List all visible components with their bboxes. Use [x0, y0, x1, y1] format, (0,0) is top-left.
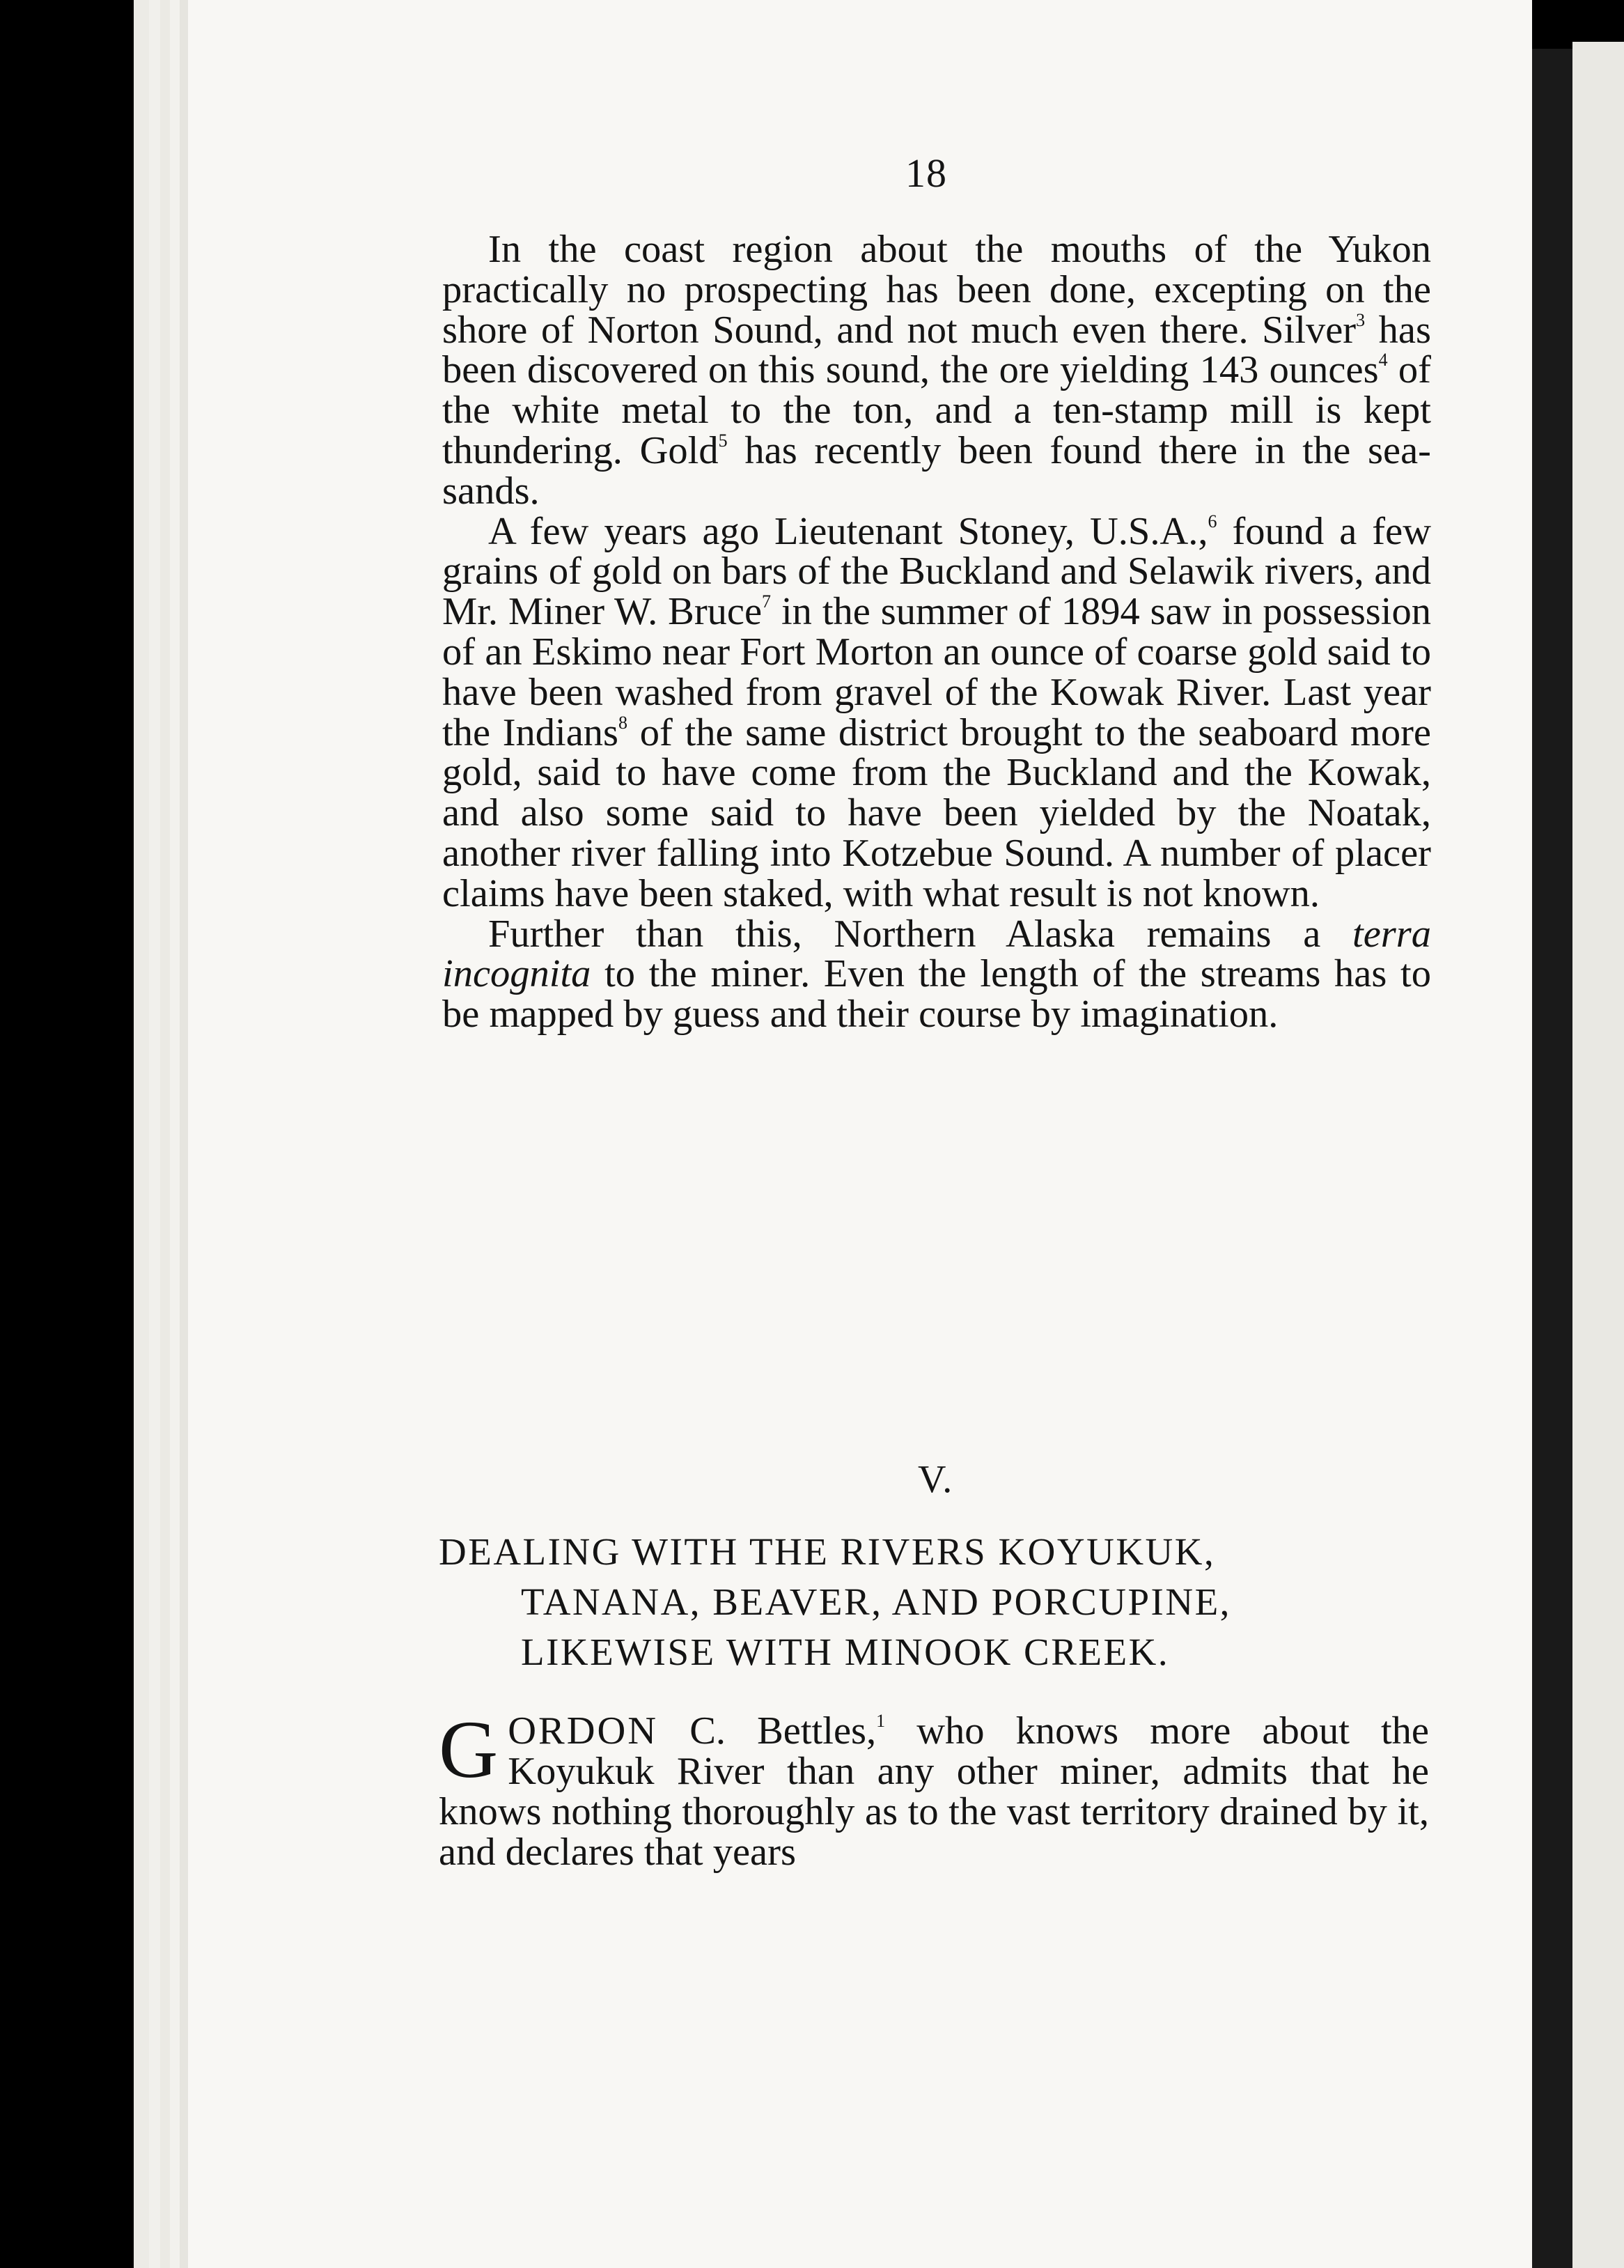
- text-run: C. Bettles,: [658, 1709, 877, 1753]
- paragraph: [442, 912, 1431, 1036]
- text-run: of the white metal to the ton, and a ten-stamp mill is kept thundering. Gold: [442, 348, 1431, 472]
- italic-phrase: terra incognita: [442, 912, 1431, 996]
- text-run: has been discovered on this sound, the ore yielding 143 ounces: [442, 308, 1431, 392]
- paragraph: [442, 509, 1431, 915]
- first-word: ORDON: [508, 1709, 659, 1753]
- footnote-marker[interactable]: 8: [618, 712, 628, 733]
- text-run: has recently been found there in the sea-sands.: [442, 428, 1431, 513]
- body-text: [442, 230, 1431, 1035]
- footnote-marker[interactable]: 6: [1208, 511, 1217, 531]
- text-run: of the same district brought to the seaboard more gold, said to have come from the Buckland and the Kowak, and also some said to have been yielded by the Noatak, another river falling into Kotzebue Sound. A number of placer claims have been staked, with what result is not known.: [442, 710, 1431, 915]
- text-run: who knows more about the Koyukuk River than any other miner, admits that he knows nothing thoroughly as to the vast territory drained by it, and declares that years: [439, 1709, 1430, 1874]
- text-run: to the miner. Even the length of the streams has to be mapped by guess and their course by imagination.: [442, 952, 1431, 1036]
- section-heading: [439, 1527, 1435, 1677]
- text-run: in the summer of 1894 saw in possession of an Eskimo near Fort Morton an ounce of coarse gold said to have been washed from gravel of the Kowak River. Last year the Indians: [442, 590, 1431, 754]
- footnote-marker[interactable]: 4: [1378, 350, 1388, 371]
- chapter-opening: [439, 1704, 1430, 1874]
- paragraph: [439, 1704, 1430, 1874]
- footnote-marker[interactable]: 1: [876, 1711, 886, 1731]
- footnote-marker[interactable]: 5: [718, 430, 728, 451]
- book-binding: [1532, 49, 1574, 2268]
- heading-line: LIKEWISE WITH MINOOK CREEK.: [521, 1631, 1170, 1673]
- paragraph: [442, 230, 1431, 512]
- section-number: V.: [918, 1458, 954, 1501]
- text-run: In the coast region about the mouths of the Yukon practically no prospecting has been done, excepting on the shore of Norton Sound, and not much even there. Silver: [442, 228, 1431, 352]
- page-number: 18: [905, 150, 947, 196]
- footnote-marker[interactable]: 7: [762, 591, 772, 612]
- text-run: found a few grains of gold on bars of the Buckland and Selawik rivers, and Mr. Miner W. Bruce: [442, 509, 1431, 634]
- heading-line: DEALING WITH THE RIVERS KOYUKUK,: [439, 1530, 1216, 1573]
- footnote-marker[interactable]: 3: [1356, 309, 1366, 330]
- facing-page-edge: [1572, 42, 1624, 2268]
- text-run: Further than this, Northern Alaska remains a: [488, 912, 1352, 956]
- heading-line: TANANA, BEAVER, AND PORCUPINE,: [521, 1580, 1231, 1623]
- text-run: A few years ago Lieutenant Stoney, U.S.A.,: [488, 509, 1208, 553]
- drop-cap: G: [439, 1704, 499, 1795]
